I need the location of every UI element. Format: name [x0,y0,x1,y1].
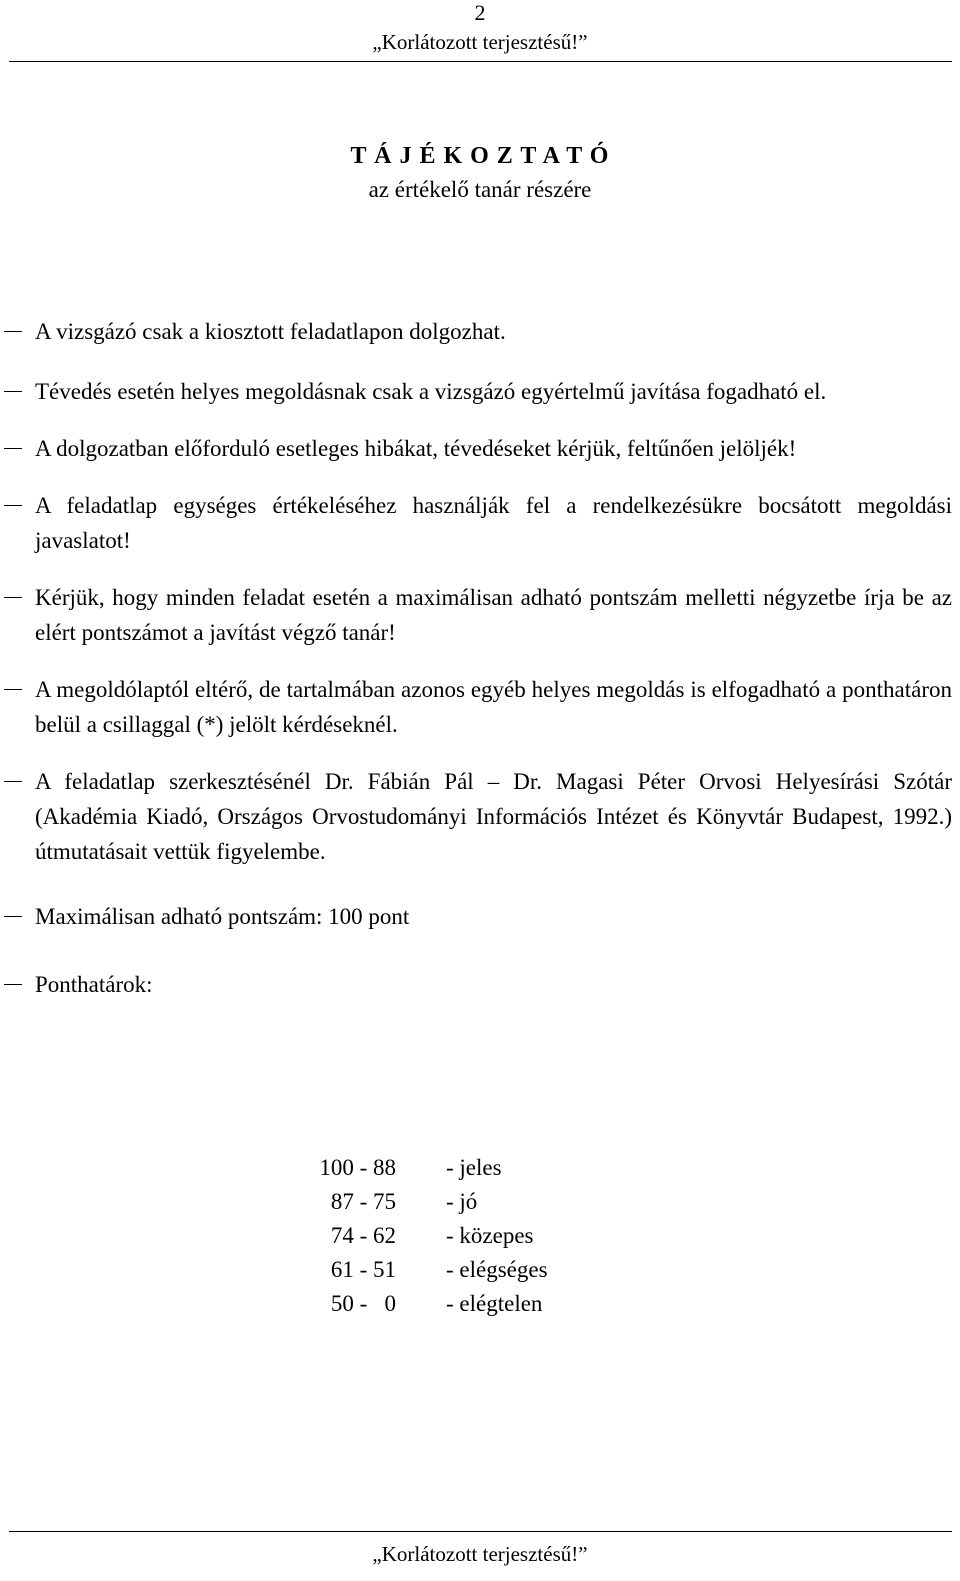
instruction-text: A feladatlap szerkesztésénél Dr. Fábián Pál – Dr. Magasi Péter Orvosi Helyesírási Szótár (Akadémia Kiadó, Országos Orvostudományi Információs Intézet és Könyvtár Budapest, 1992.) útmutatásait vettük figyelembe. [35,769,952,864]
instruction-item [35,374,952,409]
grade-range: 61 - 51 [330,1257,396,1282]
instruction-item [35,764,952,869]
dash-bullet [4,916,22,917]
grade-row [270,1287,548,1321]
instruction-item [35,314,952,349]
header-divider [9,61,952,62]
instruction-list [35,314,952,1024]
instruction-item [35,672,952,742]
header-restriction-notice: „Korlátozott terjesztésű!” [372,30,588,54]
dash-bullet [4,984,22,985]
dash-bullet [4,597,22,598]
max-points-text: Maximálisan adható pontszám: 100 pont [35,904,410,929]
grade-thresholds-label: Ponthatárok: [35,972,153,997]
grade-name: - jeles [446,1155,502,1180]
grade-range: 87 - 75 [330,1189,396,1214]
dash-bullet [4,331,22,332]
instruction-text: A feladatlap egységes értékeléséhez használják fel a rendelkezésükre bocsátott megoldási javaslatot! [35,493,952,553]
document-title: T Á J É K O Z T A T Ó [350,143,610,169]
footer-divider [9,1531,952,1532]
grade-name: - elégtelen [446,1291,543,1316]
footer-restriction-notice: „Korlátozott terjesztésű!” [372,1542,588,1566]
grade-name: - elégséges [446,1257,548,1282]
instruction-text: A megoldólaptól eltérő, de tartalmában azonos egyéb helyes megoldás is elfogadható a ponthatáron belül a csillaggal (*) jelölt kérdéseknél. [35,677,952,737]
instruction-text: A vizsgázó csak a kiosztott feladatlapon dolgozhat. [35,319,506,344]
grade-row [270,1219,548,1253]
instruction-item [35,488,952,558]
dash-bullet [4,448,22,449]
grade-row [270,1185,548,1219]
instruction-text: Tévedés esetén helyes megoldásnak csak a vizsgázó egyértelmű javítása fogadható el. [35,379,827,404]
grade-row [270,1151,548,1185]
page-number: 2 [474,0,486,25]
instruction-text: A dolgozatban előforduló esetleges hibákat, tévedéseket kérjük, feltűnően jelöljék! [35,436,797,461]
grade-row [270,1253,548,1287]
instruction-text: Kérjük, hogy minden feladat esetén a maximálisan adható pontszám melletti négyzetbe írja be az elért pontszámot a javítást végző tanár! [35,585,952,645]
dash-bullet [4,781,22,782]
dash-bullet [4,505,22,506]
grade-name: - jó [446,1189,478,1214]
dash-bullet [4,391,22,392]
grade-range: 100 - 88 [319,1155,396,1180]
instruction-item [35,967,952,1002]
grade-range: 74 - 62 [330,1223,396,1248]
instruction-item [35,899,952,934]
instruction-item [35,580,952,650]
grade-range: 50 - 0 [330,1291,396,1316]
dash-bullet [4,689,22,690]
grade-name: - közepes [446,1223,534,1248]
grade-thresholds-table [270,1151,548,1321]
instruction-item [35,431,952,466]
document-subtitle: az értékelő tanár részére [368,177,592,202]
